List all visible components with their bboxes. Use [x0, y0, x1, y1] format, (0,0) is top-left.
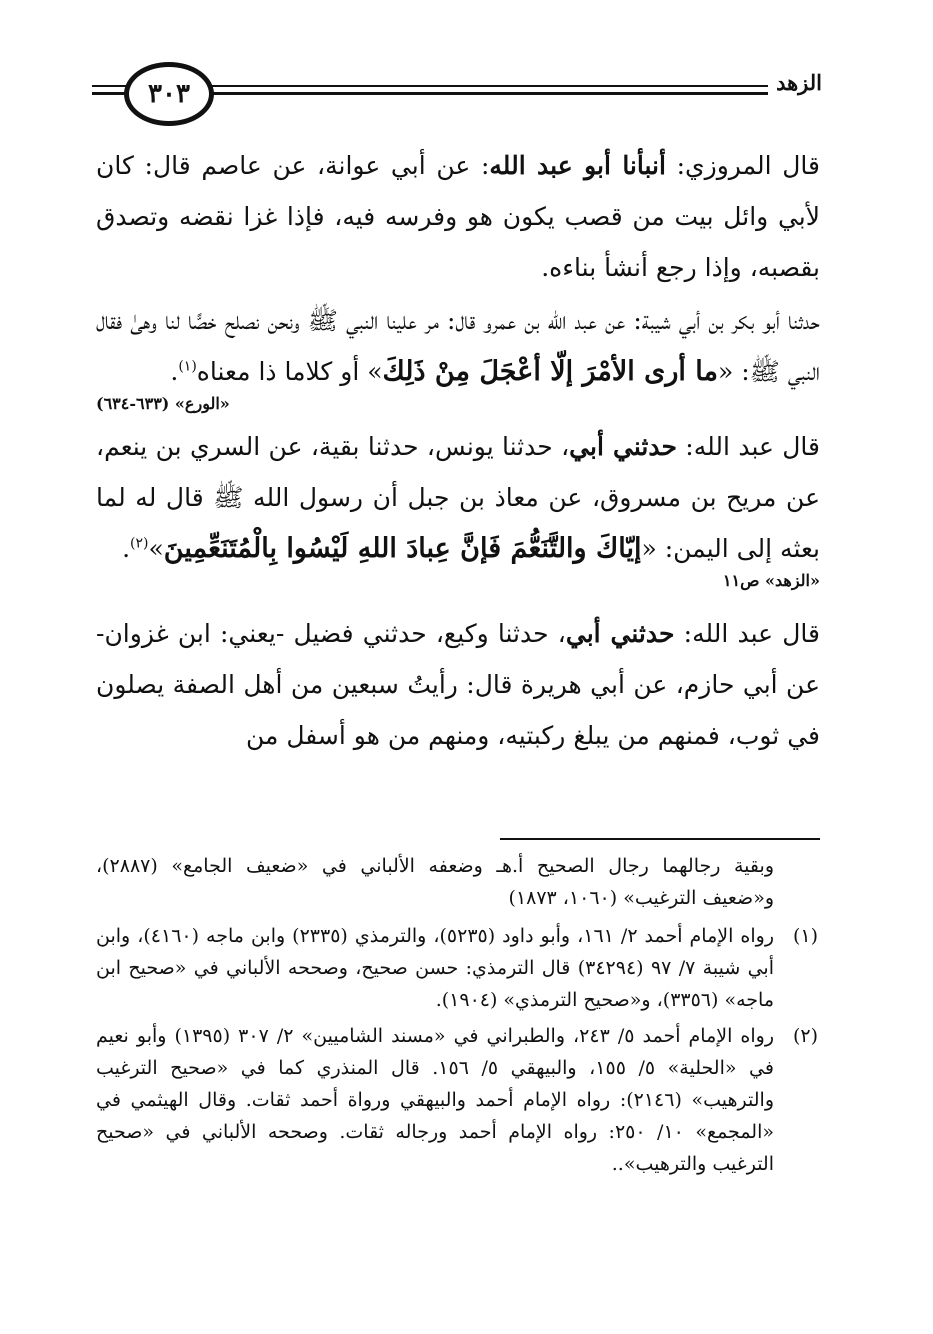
footnote-2	[96, 1020, 818, 1180]
text-run: : عن أبي عوانة، عن عاصم قال: كان لأبي وائل بيت من قصب يكون هو وفرسه فيه، فإذا غزا نقضه وتصدق بقصبه، وإذا رجع أنشأ بناءه.	[96, 151, 820, 282]
bold-run: حدثني أبي	[569, 432, 677, 461]
footnotes	[96, 850, 818, 1184]
paragraph-3	[96, 421, 820, 574]
footnote-ref-1[interactable]: (١)	[178, 358, 197, 375]
page-number-badge	[124, 62, 214, 126]
page-number: ٣٠٣	[148, 79, 190, 109]
footnote-separator	[500, 838, 820, 840]
text-run: ، حدثنا يونس، حدثنا بقية، عن السري بن ينعم، عن مريح بن مسروق، عن معاذ بن جبل أن رسول الله ﷺ قال له لما بعثه إلى اليمن: «	[96, 432, 820, 563]
page-header	[92, 62, 822, 132]
footnote-text: رواه الإمام أحمد ٢/ ١٦١، وأبو داود (٥٢٣٥)، والترمذي (٢٣٣٥) وابن ماجه (٤١٦٠)، وابن أبي شيبة ٧/ ٩٧ (٣٤٢٩٤) قال الترمذي: حسن صحيح، وصححه الألباني في «صحيح ابن ماجه» (٣٣٥٦)، و«صحيح الترمذي» (١٩٠٤).	[96, 925, 774, 1011]
text-run: .	[122, 534, 131, 563]
text-run: ، حدثنا وكيع، حدثني فضيل -يعني: ابن غزوان- عن أبي حازم، عن أبي هريرة قال: رأيتُ سبعين من أهل الصفة يصلون في ثوب، فمنهم من يبلغ ركبتيه، ومنهم من هو أسفل من	[96, 619, 820, 750]
footnote-continuation: وبقية رجالهما رجال الصحيح أ.هـ وضعفه الألباني في «ضعيف الجامع» (٢٨٨٧)، و«ضعيف الترغيب» (١٠٦٠، ١٨٧٣)	[96, 855, 774, 909]
source-reference: «الورع» (٦٣٣-٦٣٤)	[96, 394, 230, 413]
footnote-text: رواه الإمام أحمد ٥/ ٢٤٣، والطبراني في «مسند الشاميين» ٢/ ٣٠٧ (١٣٩٥) وأبو نعيم في «الحلية» ٥/ ١٥٥، والبيهقي ٥/ ١٥٦. قال المنذري كما في «صحيح الترغيب والترهيب» (٢١٤٦): رواه الإمام أحمد والبيهقي ورواة أحمد ثقات. وقال الهيثمي في «المجمع» ١٠/ ٢٥٠: رواه الإمام أحمد ورجاله ثقات. وصححه الألباني في «صحيح الترغيب والترهيب»..	[96, 1025, 775, 1175]
hadith-text: إيّاكَ والتَّنَعُّمَ فَإنَّ عِبادَ اللهِ لَيْسُوا بِالْمُتَنَعِّمِينَ	[163, 533, 642, 564]
source-reference: «الزهد» ص١١	[722, 571, 820, 590]
text-run: .	[170, 357, 179, 386]
hadith-text: ما أرى الأمْرَ إلّا أعْجَلَ مِنْ ذَلِكَ	[382, 356, 718, 387]
paragraph-4	[96, 608, 820, 761]
text-run: قال عبد الله:	[676, 432, 820, 461]
footnote-ref-2[interactable]: (٢)	[130, 535, 149, 552]
bold-run: أنبأنا أبو عبد الله	[489, 151, 666, 180]
footnote-1	[96, 920, 818, 1016]
bold-run: حدثني أبي	[565, 619, 675, 648]
main-text	[96, 140, 820, 763]
paragraph-2	[96, 295, 820, 397]
paragraph-1	[96, 140, 820, 293]
text-run: » أو كلاما ذا معناه	[196, 357, 383, 386]
text-run: حدثنا أبو بكر بن أبي شيبة: عن عبد الله بن عمرو قال: مر علينا النبي ﷺ ونحن نصلح خصًّا لنا وهىٰ فقال النبي ﷺ: «	[96, 306, 820, 386]
footnote-number: (١)	[792, 925, 818, 947]
text-run: قال المروزي:	[665, 151, 820, 180]
footnote-number: (٢)	[792, 1025, 818, 1047]
text-run: »	[148, 534, 164, 563]
text-run: قال عبد الله:	[674, 619, 820, 648]
running-title: الزهد	[768, 70, 822, 95]
